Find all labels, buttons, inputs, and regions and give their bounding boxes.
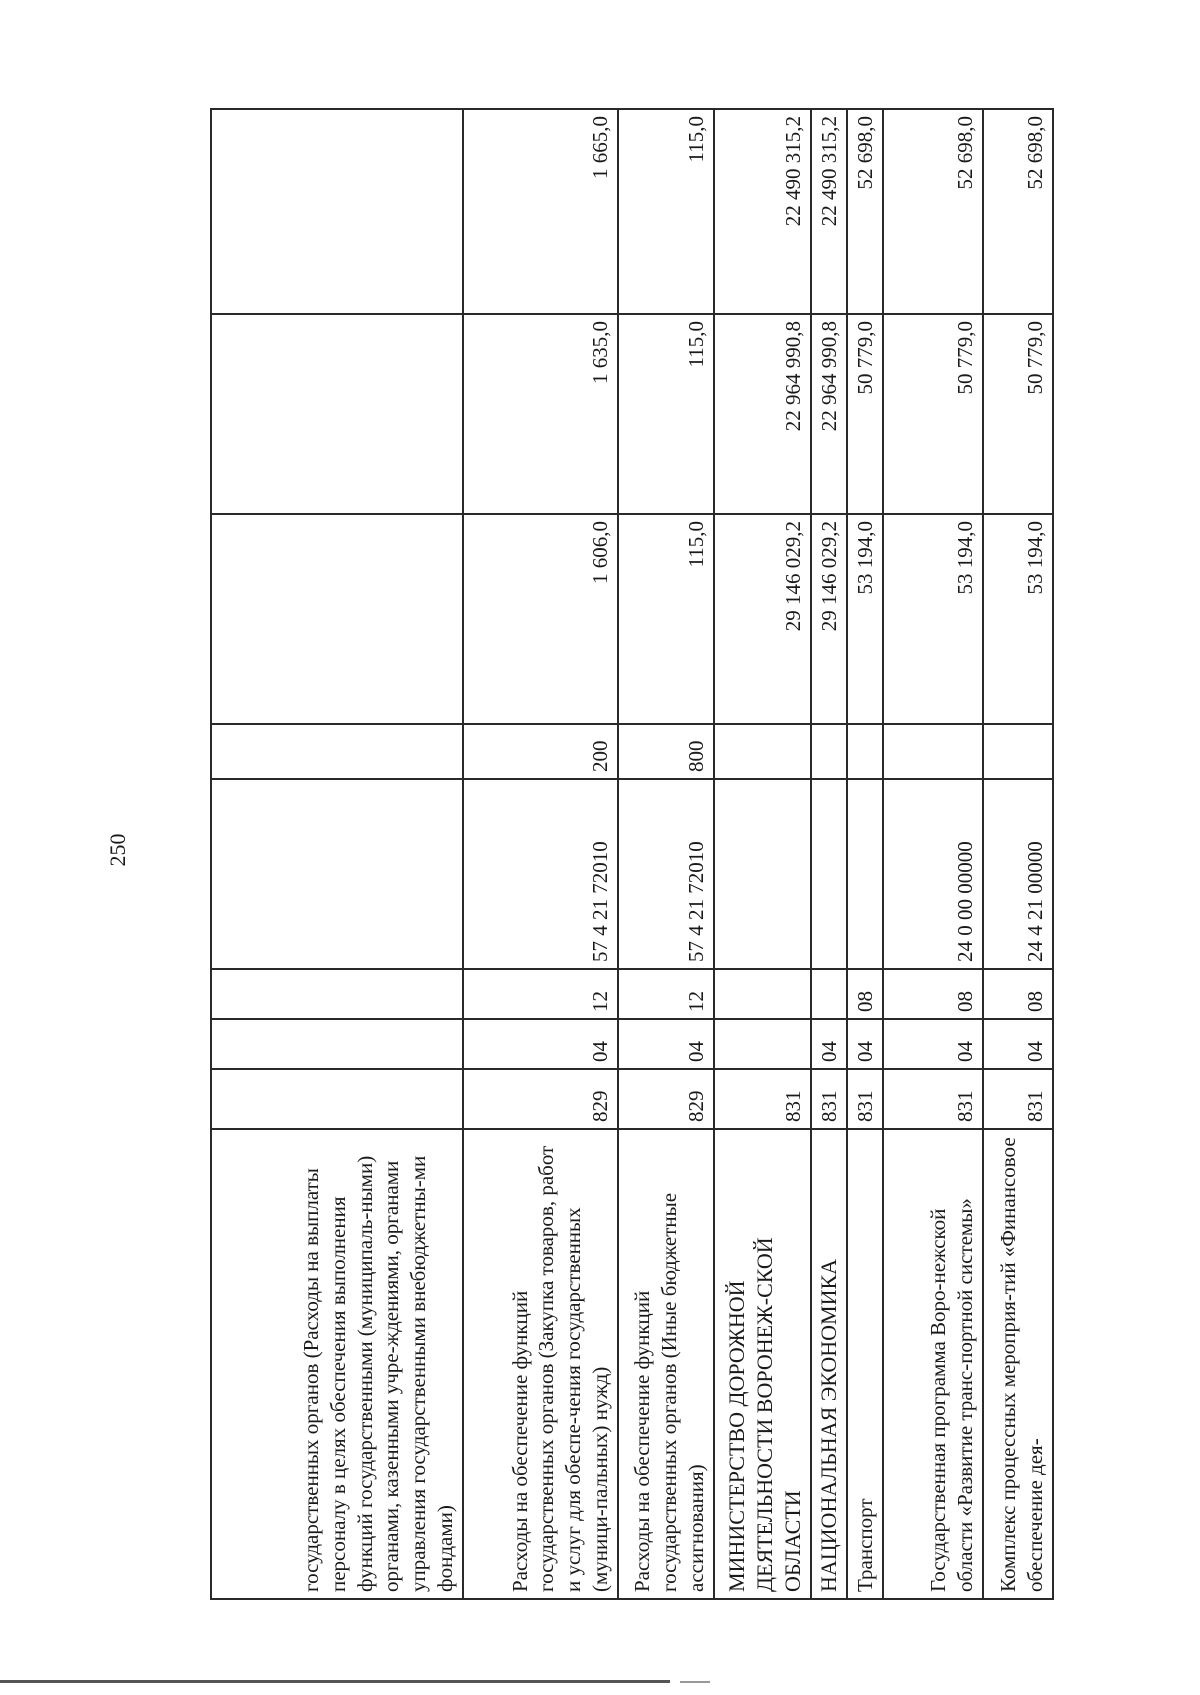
cell-vr: 200 xyxy=(463,724,618,779)
cell-2025: 50 779,0 xyxy=(883,314,983,514)
cell-2026: 1 665,0 xyxy=(463,109,618,314)
cell-2025 xyxy=(211,314,463,514)
cell-2025: 115,0 xyxy=(618,314,714,514)
cell-gr: 831 xyxy=(883,1069,983,1129)
cell-csr xyxy=(211,779,463,969)
cell-pr: 12 xyxy=(463,969,618,1019)
budget-table xyxy=(210,108,1054,1600)
cell-2024: 53 194,0 xyxy=(983,514,1053,724)
scan-edge-fragment xyxy=(680,1681,710,1683)
cell-csr xyxy=(714,779,811,969)
cell-2026: 52 698,0 xyxy=(883,109,983,314)
cell-pr: 08 xyxy=(983,969,1053,1019)
cell-csr: 57 4 21 72010 xyxy=(463,779,618,969)
cell-rz: 04 xyxy=(463,1019,618,1069)
cell-csr xyxy=(847,779,883,969)
cell-pr: 12 xyxy=(618,969,714,1019)
table-row xyxy=(983,109,1053,1599)
rotated-page-content xyxy=(210,110,1130,1600)
cell-rz: 04 xyxy=(618,1019,714,1069)
cell-vr xyxy=(883,724,983,779)
page-number: 250 xyxy=(105,833,130,867)
cell-pr xyxy=(211,969,463,1019)
cell-csr: 24 4 21 00000 xyxy=(983,779,1053,969)
cell-gr: 829 xyxy=(618,1069,714,1129)
cell-2024: 115,0 xyxy=(618,514,714,724)
row-description: НАЦИОНАЛЬНАЯ ЭКОНОМИКА xyxy=(811,1129,847,1599)
cell-csr: 57 4 21 72010 xyxy=(618,779,714,969)
cell-rz: 04 xyxy=(883,1019,983,1069)
cell-rz xyxy=(211,1019,463,1069)
cell-csr: 24 0 00 00000 xyxy=(883,779,983,969)
row-description: Государственная программа Воро-нежской области «Развитие транс-портной системы» xyxy=(883,1129,983,1599)
cell-2026: 52 698,0 xyxy=(983,109,1053,314)
cell-pr xyxy=(811,969,847,1019)
row-description: МИНИСТЕРСТВО ДОРОЖНОЙ ДЕЯТЕЛЬНОСТИ ВОРОНЕЖ-СКОЙ ОБЛАСТИ xyxy=(714,1129,811,1599)
cell-rz: 04 xyxy=(983,1019,1053,1069)
cell-rz xyxy=(714,1019,811,1069)
cell-vr: 800 xyxy=(618,724,714,779)
table-row xyxy=(618,109,714,1599)
cell-2025: 22 964 990,8 xyxy=(811,314,847,514)
row-description: Расходы на обеспечение функций государственных органов (Иные бюджетные ассигнования) xyxy=(618,1129,714,1599)
cell-2024: 29 146 029,2 xyxy=(811,514,847,724)
cell-2025: 50 779,0 xyxy=(983,314,1053,514)
cell-2024: 29 146 029,2 xyxy=(714,514,811,724)
cell-vr xyxy=(211,724,463,779)
table-row xyxy=(883,109,983,1599)
row-description: Транспорт xyxy=(847,1129,883,1599)
table-row xyxy=(714,109,811,1599)
cell-2024: 53 194,0 xyxy=(883,514,983,724)
cell-vr xyxy=(983,724,1053,779)
cell-2026: 115,0 xyxy=(618,109,714,314)
cell-gr: 831 xyxy=(811,1069,847,1129)
cell-gr xyxy=(211,1069,463,1129)
cell-pr: 08 xyxy=(847,969,883,1019)
cell-pr: 08 xyxy=(883,969,983,1019)
cell-2024: 53 194,0 xyxy=(847,514,883,724)
cell-rz: 04 xyxy=(811,1019,847,1069)
cell-2024 xyxy=(211,514,463,724)
cell-gr: 831 xyxy=(847,1069,883,1129)
cell-2025: 50 779,0 xyxy=(847,314,883,514)
table-row xyxy=(211,109,463,1599)
cell-2026: 22 490 315,2 xyxy=(714,109,811,314)
cell-gr: 831 xyxy=(714,1069,811,1129)
cell-vr xyxy=(847,724,883,779)
cell-vr xyxy=(714,724,811,779)
cell-rz: 04 xyxy=(847,1019,883,1069)
cell-gr: 831 xyxy=(983,1069,1053,1129)
scan-edge-line xyxy=(0,1680,670,1683)
cell-2026 xyxy=(211,109,463,314)
row-description: Расходы на обеспечение функций государственных органов (Закупка товаров, работ и услуг для обеспе-чения государственных (муници-пальных) нужд) xyxy=(463,1129,618,1599)
cell-gr: 829 xyxy=(463,1069,618,1129)
table-row xyxy=(463,109,618,1599)
cell-vr xyxy=(811,724,847,779)
cell-2025: 22 964 990,8 xyxy=(714,314,811,514)
cell-2026: 52 698,0 xyxy=(847,109,883,314)
row-description: Комплекс процессных мероприя-тий «Финансовое обеспечение дея- xyxy=(983,1129,1053,1599)
table-row xyxy=(847,109,883,1599)
cell-csr xyxy=(811,779,847,969)
cell-2024: 1 606,0 xyxy=(463,514,618,724)
table-row xyxy=(811,109,847,1599)
cell-pr xyxy=(714,969,811,1019)
cell-2025: 1 635,0 xyxy=(463,314,618,514)
cell-2026: 22 490 315,2 xyxy=(811,109,847,314)
row-description: государственных органов (Расходы на выплаты персоналу в целях обеспечения выполнения функций государственными (муниципаль-ными) органами, казенными учре-ждениями, органами управления государственными внебюджетны-ми фондами) xyxy=(211,1129,463,1599)
